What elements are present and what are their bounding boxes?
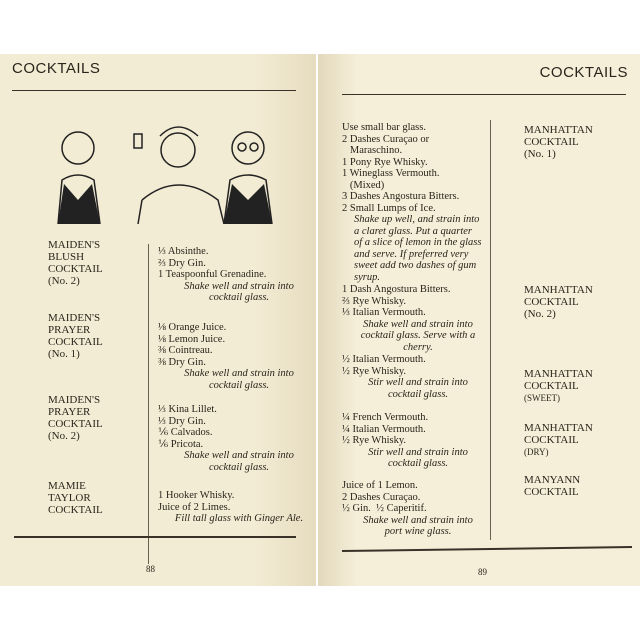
recipe-name: MAMIE TAYLOR COCKTAIL bbox=[48, 480, 103, 516]
ingredient: Juice of 2 Limes. bbox=[158, 501, 231, 513]
recipe-body bbox=[342, 284, 482, 353]
recipe-title: MANHATTAN COCKTAIL bbox=[524, 368, 593, 392]
method: Shake up well, and strain into a claret glass. Put a quarter of a slice of lemon in the glass and serve. If preferred very sweet add two dashes of gum syrup. bbox=[354, 214, 482, 283]
recipe-body bbox=[158, 246, 308, 304]
recipe-title: MANHATTAN COCKTAIL bbox=[524, 422, 593, 446]
header-rule bbox=[342, 94, 626, 95]
cartoon-illustration bbox=[38, 120, 288, 224]
ingredient: Maraschino. bbox=[342, 145, 403, 156]
ingredient: ¼ Italian Vermouth. bbox=[342, 423, 426, 435]
ingredient: 1 Wineglass Vermouth. bbox=[342, 168, 440, 179]
recipe-variant: (SWEET) bbox=[524, 393, 560, 403]
ingredient: ⅔ Rye Whisky. bbox=[342, 295, 407, 307]
recipe-name: MANHATTAN COCKTAIL (No. 1) bbox=[524, 124, 593, 160]
method: Shake well and strain into cocktail glass. Serve with a cherry. bbox=[360, 318, 476, 353]
ingredient: ⅙ Pricota. bbox=[158, 438, 204, 450]
ingredient: ⅓ Absinthe. bbox=[158, 246, 209, 257]
recipe-body bbox=[158, 404, 308, 473]
ingredient: ½ Rye Whisky. bbox=[342, 435, 407, 446]
column-divider bbox=[148, 244, 149, 564]
recipe-name: MANHATTAN COCKTAIL (No. 2) bbox=[524, 284, 593, 320]
ingredient: Use small bar glass. bbox=[342, 122, 426, 133]
ingredient: 2 Dashes Curaçao or bbox=[342, 133, 430, 145]
header-rule bbox=[12, 90, 296, 91]
ingredient: ⅙ Calvados. bbox=[158, 427, 213, 438]
ingredient: 1 Pony Rye Whisky. bbox=[342, 156, 428, 168]
ingredient: ⅓ Dry Gin. bbox=[158, 415, 206, 427]
recipe-variant: (DRY) bbox=[524, 447, 549, 457]
column-divider bbox=[490, 120, 491, 540]
footer-rule bbox=[14, 536, 296, 538]
ingredient: ¼ French Vermouth. bbox=[342, 412, 429, 423]
recipe-name: MAIDEN'S PRAYER COCKTAIL (No. 1) bbox=[48, 312, 103, 360]
ingredient: 1 Dash Angostura Bitters. bbox=[342, 284, 451, 295]
recipe-name bbox=[524, 356, 593, 404]
method: Fill tall glass with Ginger Ale. bbox=[174, 513, 304, 524]
page-number: 89 bbox=[478, 567, 487, 577]
page-header: COCKTAILS bbox=[539, 64, 628, 81]
ingredient: 1 Hooker Whisky. bbox=[158, 490, 235, 501]
page-header: COCKTAILS bbox=[12, 60, 101, 77]
method: Shake well and strain into cocktail glass. bbox=[184, 368, 294, 391]
method: Stir well and strain into cocktail glass. bbox=[368, 446, 468, 469]
left-page bbox=[0, 54, 316, 586]
ingredient: ⅛ Orange Juice. bbox=[158, 322, 227, 333]
method: Stir well and strain into cocktail glass. bbox=[368, 377, 468, 400]
ingredient: 1 Teaspoonful Grenadine. bbox=[158, 269, 267, 280]
recipe-body bbox=[158, 490, 308, 525]
recipe-body bbox=[158, 322, 308, 391]
page-number: 88 bbox=[146, 564, 155, 574]
ingredient: 2 Dashes Curaçao. bbox=[342, 491, 421, 503]
ingredient: 2 Small Lumps of Ice. bbox=[342, 202, 436, 214]
recipe-name: MAIDEN'S BLUSH COCKTAIL (No. 2) bbox=[48, 239, 103, 287]
ingredient: ⅛ Lemon Juice. bbox=[158, 333, 226, 345]
ingredient: 3 Dashes Angostura Bitters. bbox=[342, 191, 460, 202]
ingredient: ½ Rye Whisky. bbox=[342, 365, 407, 377]
ingredient: ⅔ Dry Gin. bbox=[158, 257, 206, 269]
ingredient: ⅜ Cointreau. bbox=[158, 345, 213, 356]
right-page bbox=[318, 54, 640, 586]
footer-rule bbox=[342, 546, 632, 552]
recipe-body bbox=[342, 480, 482, 538]
ingredient: ⅓ Kina Lillet. bbox=[158, 404, 217, 415]
recipe-body bbox=[342, 122, 482, 283]
recipe-name bbox=[524, 410, 593, 458]
method: Shake well and strain into cocktail glass. bbox=[184, 280, 294, 303]
ingredient: Juice of 1 Lemon. bbox=[342, 480, 418, 491]
ingredient: ⅓ Italian Vermouth. bbox=[342, 307, 426, 318]
recipe-name: MANYANN COCKTAIL bbox=[524, 474, 581, 498]
ingredient: ½ Italian Vermouth. bbox=[342, 354, 426, 365]
method: Shake well and strain into port wine glass. bbox=[363, 514, 473, 537]
recipe-name: MAIDEN'S PRAYER COCKTAIL (No. 2) bbox=[48, 394, 103, 442]
ingredient: (Mixed) bbox=[342, 179, 385, 191]
ingredient: ½ Gin. ½ Caperitif. bbox=[342, 503, 427, 514]
recipe-body bbox=[342, 354, 482, 400]
method: Shake well and strain into cocktail glass. bbox=[184, 450, 294, 473]
recipe-body bbox=[342, 412, 482, 470]
ingredient: ⅜ Dry Gin. bbox=[158, 356, 206, 368]
